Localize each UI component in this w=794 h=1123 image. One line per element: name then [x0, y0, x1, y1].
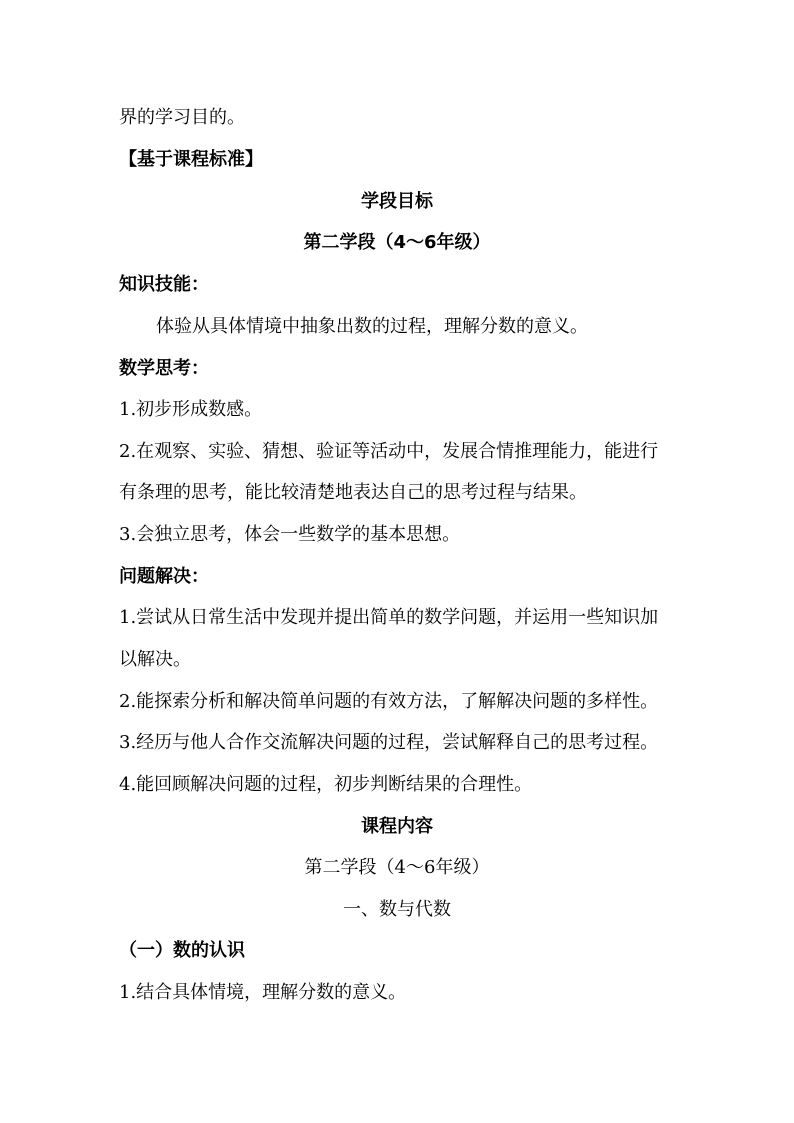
thinking-item: 2.在观察、实验、猜想、验证等活动中，发展合情推理能力，能进行 — [119, 441, 659, 462]
basis-heading: 【基于课程标准】 — [119, 149, 263, 170]
content-section: 一、数与代数 — [343, 899, 451, 920]
knowledge-text: 体验从具体情境中抽象出数的过程，理解分数的意义。 — [156, 316, 588, 337]
continued-line: 界的学习目的。 — [119, 107, 245, 128]
content-title: 课程内容 — [361, 816, 433, 837]
problem-item: 1.尝试从日常生活中发现并提出简单的数学问题，并运用一些知识加 — [119, 607, 659, 628]
thinking-heading: 数学思考： — [119, 358, 209, 379]
problem-item: 以解决。 — [119, 649, 191, 670]
thinking-item: 有条理的思考，能比较清楚地表达自己的思考过程与结果。 — [119, 482, 587, 503]
subsection-heading: （一）数的认识 — [119, 940, 245, 961]
problem-item: 2.能探索分析和解决简单问题的有效方法，了解解决问题的多样性。 — [119, 691, 659, 712]
goals-title: 学段目标 — [361, 191, 433, 212]
problem-item: 3.经历与他人合作交流解决问题的过程，尝试解释自己的思考过程。 — [119, 732, 659, 753]
content-stage: 第二学段（4～6年级） — [304, 857, 490, 878]
knowledge-heading: 知识技能： — [119, 274, 209, 295]
thinking-item: 3.会独立思考，体会一些数学的基本思想。 — [119, 524, 461, 545]
thinking-item: 1.初步形成数感。 — [119, 399, 263, 420]
problem-item: 4.能回顾解决问题的过程，初步判断结果的合理性。 — [119, 774, 533, 795]
subsection-item: 1.结合具体情境，理解分数的意义。 — [119, 982, 407, 1003]
goals-stage: 第二学段（4～6年级） — [303, 232, 491, 253]
problem-heading: 问题解决： — [119, 566, 209, 587]
